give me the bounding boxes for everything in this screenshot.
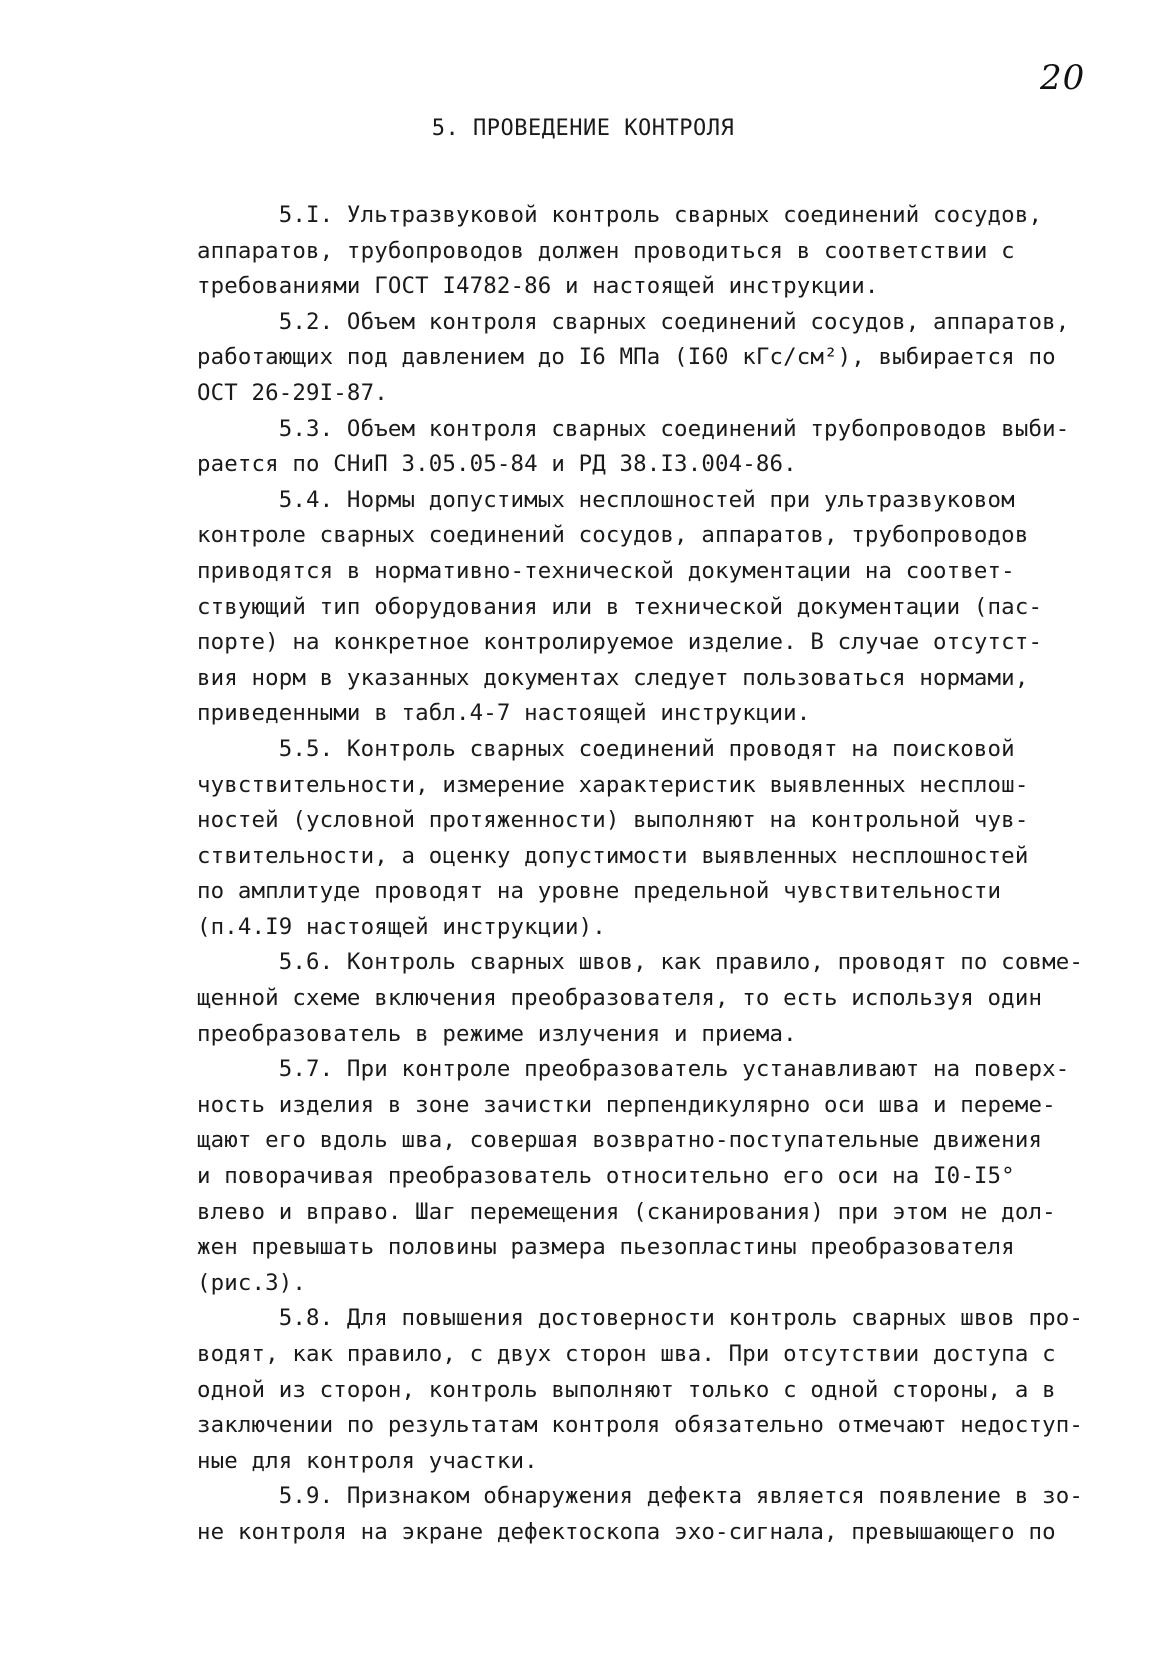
body-text xyxy=(197,198,1117,1551)
text-line: водят, как правило, с двух сторон шва. При отсутствии доступа с xyxy=(197,1341,1056,1367)
text-line: работающих под давлением до I6 МПа (I60 кГс/см²), выбирается по xyxy=(197,344,1056,371)
text-line: одной из сторон, контроль выполняют только с одной стороны, а в xyxy=(197,1376,1056,1403)
text-line: ствительности, а оценку допустимости выявленных несплошностей xyxy=(197,842,1029,869)
text-line: 5.9. Признаком обнаружения дефекта является появление в зо- xyxy=(197,1483,1083,1510)
text-line: жен превышать половины размера пьезопластины преобразователя xyxy=(197,1234,1015,1261)
text-line: приведенными в табл.4-7 настоящей инструкции. xyxy=(197,700,811,727)
text-line: щают его вдоль шва, совершая возвратно-поступательные движения xyxy=(197,1127,1043,1154)
text-line: ность изделия в зоне зачистки перпендикулярно оси шва и переме- xyxy=(197,1091,1056,1118)
paragraph-5-5 xyxy=(197,732,1117,946)
text-line: и поворачивая преобразователь относительно его оси на I0-I5° xyxy=(197,1163,1015,1190)
text-line: преобразователь в режиме излучения и приема. xyxy=(197,1020,797,1047)
text-line: заключении по результатам контроля обязательно отмечают недоступ- xyxy=(197,1412,1083,1439)
text-line: 5.6. Контроль сварных швов, как правило, проводят по совме- xyxy=(197,949,1083,976)
paragraph-5-2 xyxy=(197,305,1117,412)
paragraph-5-8 xyxy=(197,1301,1117,1479)
text-line: 5.I. Ультразвуковой контроль сварных соединений сосудов, xyxy=(197,202,1043,228)
text-line: 5.4. Нормы допустимых несплошностей при ультразвуковом xyxy=(197,486,1015,513)
text-line: порте) на конкретное контролируемое изделие. В случае отсутст- xyxy=(197,629,1043,656)
text-line: контроле сварных соединений сосудов, аппаратов, трубопроводов xyxy=(197,522,1029,549)
text-line: ОСТ 26-29I-87. xyxy=(197,379,388,406)
text-line: 5.8. Для повышения достоверности контроль сварных швов про- xyxy=(197,1305,1083,1332)
text-line: 5.7. При контроле преобразователь устанавливают на поверх- xyxy=(197,1056,1070,1083)
paragraph-5-6 xyxy=(197,945,1117,1052)
text-line: вия норм в указанных документах следует пользоваться нормами, xyxy=(197,664,1029,691)
text-line: по амплитуде проводят на уровне предельной чувствительности xyxy=(197,878,1002,905)
text-line: рается по СНиП 3.05.05-84 и РД 38.I3.004-86. xyxy=(197,451,797,478)
section-title: 5. ПРОВЕДЕНИЕ КОНТРОЛЯ xyxy=(431,116,735,141)
paragraph-5-1 xyxy=(197,198,1117,305)
text-line: щенной схеме включения преобразователя, то есть используя один xyxy=(197,985,1043,1012)
paragraph-5-3 xyxy=(197,412,1117,483)
text-line: аппаратов, трубопроводов должен проводиться в соответствии с xyxy=(197,237,1015,264)
text-line: (рис.3). xyxy=(197,1269,307,1296)
text-line: не контроля на экране дефектоскопа эхо-сигнала, превышающего по xyxy=(197,1518,1056,1545)
text-line: чувствительности, измерение характеристик выявленных несплош- xyxy=(197,771,1029,798)
text-line: влево и вправо. Шаг перемещения (сканирования) при этом не дол- xyxy=(197,1198,1056,1225)
text-line: ствующий тип оборудования или в технической документации (пас- xyxy=(197,593,1043,620)
text-line: 5.2. Объем контроля сварных соединений сосудов, аппаратов, xyxy=(197,308,1070,335)
text-line: приводятся в нормативно-технической документации на соответ- xyxy=(197,557,1015,584)
text-line: 5.5. Контроль сварных соединений проводят на поисковой xyxy=(197,735,1015,762)
text-line: ные для контроля участки. xyxy=(197,1447,538,1474)
text-line: требованиями ГОСТ I4782-86 и настоящей инструкции. xyxy=(197,273,879,300)
page-number: 20 xyxy=(1040,58,1086,98)
text-line: ностей (условной протяженности) выполняют на контрольной чув- xyxy=(197,807,1029,834)
paragraph-5-9 xyxy=(197,1479,1117,1550)
paragraph-5-7 xyxy=(197,1052,1117,1301)
text-line: (п.4.I9 настоящей инструкции). xyxy=(197,913,606,940)
paragraph-5-4 xyxy=(197,483,1117,732)
text-line: 5.3. Объем контроля сварных соединений трубопроводов выби- xyxy=(197,415,1070,442)
